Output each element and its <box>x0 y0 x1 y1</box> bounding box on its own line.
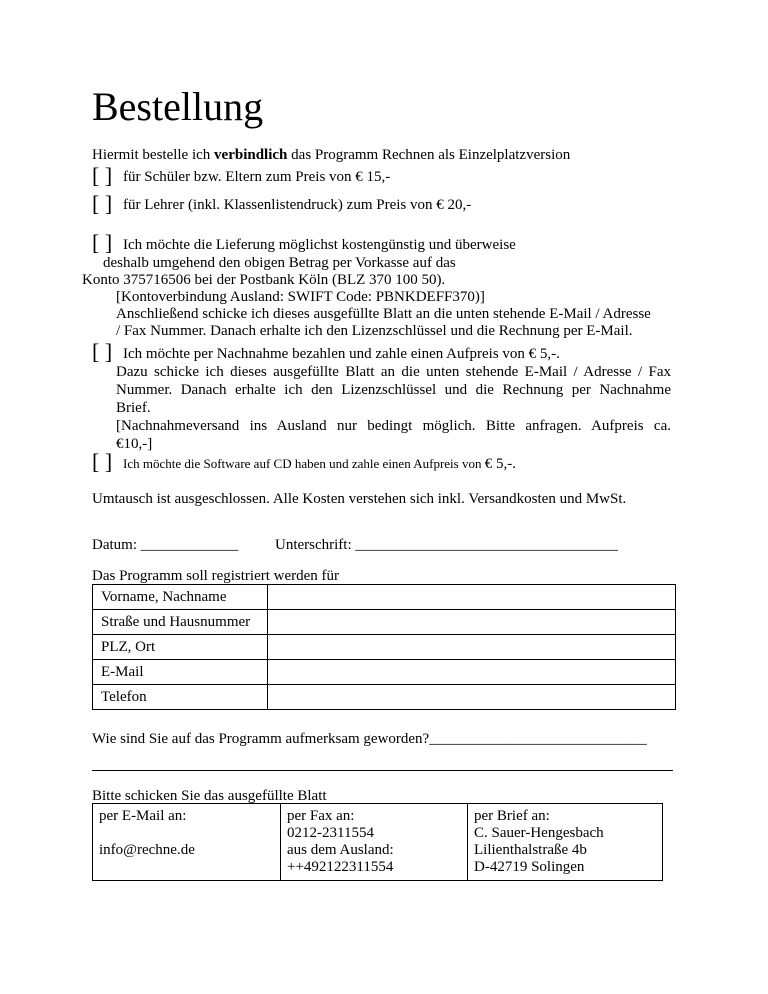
page-title: Bestellung <box>92 84 264 129</box>
cd-price: € 5,-. <box>484 456 516 472</box>
fax-cell <box>281 804 468 881</box>
checkbox-cod[interactable]: [ ] <box>92 339 113 364</box>
name-input-cell[interactable] <box>268 585 676 610</box>
cod-paragraph <box>116 363 671 453</box>
field-label: Telefon <box>93 685 268 710</box>
cd-line <box>123 455 516 473</box>
table-row <box>93 635 676 660</box>
option-teachers-label: für Lehrer (inkl. Klassenlistendruck) zum Preis von € 20,- <box>123 197 472 213</box>
mail-label: per Brief an: <box>474 808 550 824</box>
street-input-cell[interactable] <box>268 610 676 635</box>
prepay-line-3: Konto 375716506 bei der Postbank Köln (BLZ 370 100 50). <box>82 272 446 288</box>
phone-input-cell[interactable] <box>268 685 676 710</box>
table-row <box>93 585 676 610</box>
field-label: Straße und Hausnummer <box>93 610 268 635</box>
source-question[interactable]: Wie sind Sie auf das Programm aufmerksam geworden?_____________________________ <box>92 731 647 747</box>
register-heading: Das Programm soll registriert werden für <box>92 568 340 584</box>
intro-before: Hiermit bestelle ich <box>92 147 215 163</box>
cod-line-3: Nummer. Danach erhalte ich den Lizenzschlüssel und die Rechnung per Nachnahme <box>116 382 671 398</box>
city-input-cell[interactable] <box>268 635 676 660</box>
email-address[interactable]: info@rechne.de <box>99 842 195 858</box>
table-row <box>93 804 663 881</box>
send-heading: Bitte schicken Sie das ausgefüllte Blatt <box>92 788 327 804</box>
checkbox-prepay[interactable]: [ ] <box>92 230 113 255</box>
fax-abroad-number: ++492122311554 <box>287 859 394 875</box>
prepay-line-6: / Fax Nummer. Danach erhalte ich den Lizenzschlüssel und die Rechnung per E-Mail. <box>116 323 633 339</box>
checkbox-students[interactable]: [ ] <box>92 163 113 188</box>
email-input-cell[interactable] <box>268 660 676 685</box>
date-field[interactable]: Datum: _____________ <box>92 537 239 553</box>
cod-line-6: €10,-] <box>116 436 153 452</box>
email-cell <box>93 804 281 881</box>
prepay-line-1: Ich möchte die Lieferung möglichst kostengünstig und überweise <box>123 237 516 253</box>
fax-number: 0212-2311554 <box>287 825 374 841</box>
cd-text: Ich möchte die Software auf CD haben und zahle einen Aufpreis von <box>123 456 485 471</box>
table-row <box>93 610 676 635</box>
signature-field[interactable]: Unterschrift: ___________________________________ <box>275 537 618 553</box>
field-label: Vorname, Nachname <box>93 585 268 610</box>
option-students-label: für Schüler bzw. Eltern zum Preis von € 15,- <box>123 169 391 185</box>
mail-cell <box>468 804 663 881</box>
field-label: E-Mail <box>93 660 268 685</box>
table-row <box>93 685 676 710</box>
field-label: PLZ, Ort <box>93 635 268 660</box>
exchange-note: Umtausch ist ausgeschlossen. Alle Kosten verstehen sich inkl. Versandkosten und MwSt. <box>92 491 627 507</box>
cod-line-1: Ich möchte per Nachnahme bezahlen und zahle einen Aufpreis von € 5,-. <box>123 346 560 362</box>
prepay-line-2: deshalb umgehend den obigen Betrag per Vorkasse auf das <box>103 255 456 271</box>
fax-label: per Fax an: <box>287 808 355 824</box>
mail-street: Lilienthalstraße 4b <box>474 842 587 858</box>
mail-name: C. Sauer-Hengesbach <box>474 825 604 841</box>
table-row <box>93 660 676 685</box>
checkbox-cd[interactable]: [ ] <box>92 449 113 474</box>
mail-city: D-42719 Solingen <box>474 859 585 875</box>
prepay-line-5: Anschließend schicke ich dieses ausgefüllte Blatt an die unten stehende E-Mail / Adresse <box>116 306 651 322</box>
answer-line[interactable] <box>92 770 673 771</box>
cod-line-2: Dazu schicke ich dieses ausgefüllte Blatt an die unten stehende E-Mail / Adresse / Fax <box>116 364 671 380</box>
checkbox-teachers[interactable]: [ ] <box>92 191 113 216</box>
contact-table <box>92 803 663 881</box>
intro-after: das Programm Rechnen als Einzelplatzversion <box>287 147 571 163</box>
intro-bold: verbindlich <box>214 147 288 163</box>
registration-table <box>92 584 676 710</box>
cod-line-5: [Nachnahmeversand ins Ausland nur bedingt möglich. Bitte anfragen. Aufpreis ca. <box>116 418 671 434</box>
intro-text <box>92 146 570 164</box>
cod-line-4: Brief. <box>116 400 151 416</box>
email-label: per E-Mail an: <box>99 808 187 824</box>
fax-abroad-label: aus dem Ausland: <box>287 842 394 858</box>
prepay-line-4: [Kontoverbindung Ausland: SWIFT Code: PBNKDEFF370)] <box>116 289 485 305</box>
